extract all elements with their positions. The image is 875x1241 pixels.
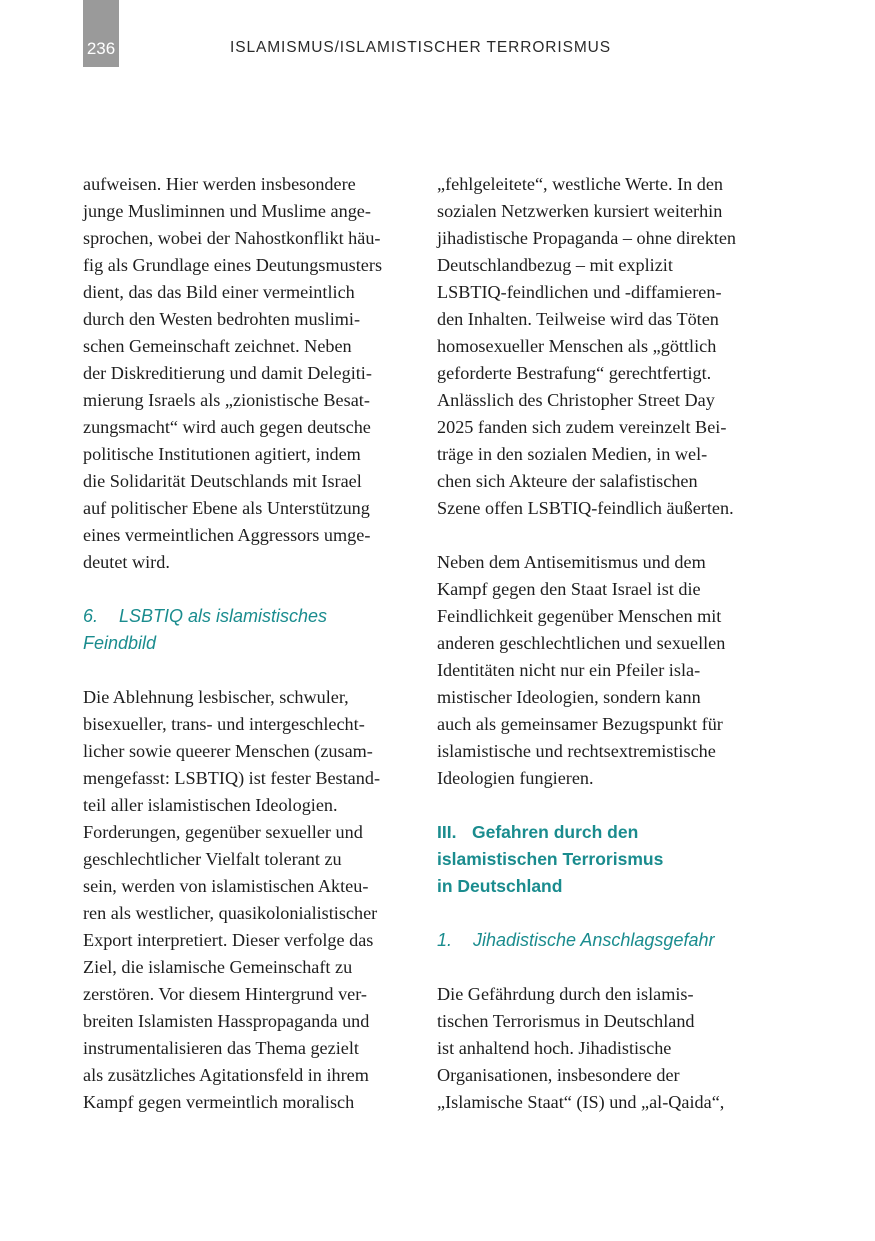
text-line: bisexueller, trans- und intergeschlecht- xyxy=(83,714,365,734)
text-line: träge in den sozialen Medien, in wel- xyxy=(437,444,708,464)
text-line: homosexueller Menschen als „göttlich xyxy=(437,336,717,356)
text-line: Kampf gegen den Staat Israel ist die xyxy=(437,579,701,599)
section-title: Jihadistische Anschlagsgefahr xyxy=(473,930,715,950)
text-line: eines vermeintlichen Aggressors umge- xyxy=(83,525,371,545)
text-line: mistischer Ideologien, sondern kann xyxy=(437,687,701,707)
text-line: zerstören. Vor diesem Hintergrund ver- xyxy=(83,984,367,1004)
section-title-continued: Feindbild xyxy=(83,633,157,653)
text-line: deutet wird. xyxy=(83,552,170,572)
chapter-title-continued: islamistischen Terrorismus xyxy=(437,849,664,869)
chapter-heading-line xyxy=(437,819,762,846)
paragraph-gap xyxy=(437,900,762,927)
paragraph-gap xyxy=(83,657,408,684)
text-line: ist anhaltend hoch. Jihadistische xyxy=(437,1038,672,1058)
text-line: Anlässlich des Christopher Street Day xyxy=(437,390,715,410)
text-line: Kampf gegen vermeintlich moralisch xyxy=(83,1092,355,1112)
text-line: teil aller islamistischen Ideologien. xyxy=(83,795,338,815)
text-line: Ideologien fungieren. xyxy=(437,768,594,788)
text-line: sein, werden von islamistischen Akteu- xyxy=(83,876,369,896)
text-line: Export interpretiert. Dieser verfolge das xyxy=(83,930,374,950)
text-line: Feindlichkeit gegenüber Menschen mit xyxy=(437,606,722,626)
text-line: die Solidarität Deutschlands mit Israel xyxy=(83,471,362,491)
text-line: schen Gemeinschaft zeichnet. Neben xyxy=(83,336,352,356)
section-heading xyxy=(437,927,762,954)
text-line: „fehlgeleitete“, westliche Werte. In den xyxy=(437,174,724,194)
paragraph xyxy=(83,684,408,1116)
text-line: Identitäten nicht nur ein Pfeiler isla- xyxy=(437,660,701,680)
text-line: licher sowie queerer Menschen (zusam- xyxy=(83,741,373,761)
text-line: tischen Terrorismus in Deutschland xyxy=(437,1011,695,1031)
paragraph-gap xyxy=(437,954,762,981)
text-line: Die Gefährdung durch den islamis- xyxy=(437,984,694,1004)
text-line: zungsmacht“ wird auch gegen deutsche xyxy=(83,417,371,437)
text-line: der Diskreditierung und damit Delegiti- xyxy=(83,363,372,383)
chapter-title: Gefahren durch den xyxy=(472,822,639,842)
text-line: ren als westlicher, quasikolonialistischer xyxy=(83,903,378,923)
paragraph xyxy=(83,171,408,576)
text-line: den Inhalten. Teilweise wird das Töten xyxy=(437,309,719,329)
section-number: 6. xyxy=(83,606,99,626)
page-number-tab xyxy=(83,0,119,67)
paragraph-gap xyxy=(83,576,408,603)
text-line: dient, das das Bild einer vermeintlich xyxy=(83,282,355,302)
text-line: sprochen, wobei der Nahostkonflikt häu- xyxy=(83,228,381,248)
page-number: 236 xyxy=(86,39,116,58)
running-header: ISLAMISMUS/ISLAMISTISCHER TERRORISMUS xyxy=(230,39,611,56)
left-column xyxy=(83,171,408,1116)
chapter-number: III. xyxy=(437,822,457,842)
paragraph xyxy=(437,171,762,522)
text-line: LSBTIQ-feindlichen und -diffamieren- xyxy=(437,282,722,302)
text-line: geschlechtlicher Vielfalt tolerant zu xyxy=(83,849,342,869)
text-line: islamistische und rechtsextremistische xyxy=(437,741,716,761)
text-line: als zusätzliches Agitationsfeld in ihrem xyxy=(83,1065,369,1085)
text-line: politische Institutionen agitiert, indem xyxy=(83,444,361,464)
text-line: Organisationen, insbesondere der xyxy=(437,1065,680,1085)
text-line: mierung Israels als „zionistische Besat- xyxy=(83,390,370,410)
text-line: sozialen Netzwerken kursiert weiterhin xyxy=(437,201,723,221)
text-line: Deutschlandbezug – mit explizit xyxy=(437,255,673,275)
text-line: „Islamische Staat“ (IS) und „al-Qaida“, xyxy=(437,1092,725,1112)
text-line: jihadistische Propaganda – ohne direkten xyxy=(437,228,737,248)
text-line: auch als gemeinsamer Bezugspunkt für xyxy=(437,714,723,734)
text-line: geforderte Bestrafung“ gerechtfertigt. xyxy=(437,363,712,383)
text-line: Die Ablehnung lesbischer, schwuler, xyxy=(83,687,349,707)
text-line: 2025 fanden sich zudem vereinzelt Bei- xyxy=(437,417,727,437)
paragraph-gap xyxy=(437,792,762,819)
text-line: breiten Islamisten Hasspropaganda und xyxy=(83,1011,370,1031)
section-heading xyxy=(83,603,408,657)
right-column xyxy=(437,171,762,1116)
text-line: Ziel, die islamische Gemeinschaft zu xyxy=(83,957,353,977)
text-line: Neben dem Antisemitismus und dem xyxy=(437,552,706,572)
paragraph-gap xyxy=(437,522,762,549)
text-line: durch den Westen bedrohten muslimi- xyxy=(83,309,361,329)
chapter-title-continued: in Deutschland xyxy=(437,876,563,896)
section-number: 1. xyxy=(437,930,453,950)
paragraph xyxy=(437,549,762,792)
paragraph xyxy=(437,981,762,1116)
text-line: instrumentalisieren das Thema gezielt xyxy=(83,1038,359,1058)
text-line: fig als Grundlage eines Deutungsmusters xyxy=(83,255,383,275)
section-heading-line xyxy=(83,603,408,630)
section-title: LSBTIQ als islamistisches xyxy=(119,606,328,626)
text-line: aufweisen. Hier werden insbesondere xyxy=(83,174,356,194)
text-line: anderen geschlechtlichen und sexuellen xyxy=(437,633,726,653)
text-line: mengefasst: LSBTIQ) ist fester Bestand- xyxy=(83,768,380,788)
section-heading-line xyxy=(437,927,762,954)
text-line: Szene offen LSBTIQ-feindlich äußerten. xyxy=(437,498,734,518)
text-line: auf politischer Ebene als Unterstützung xyxy=(83,498,370,518)
chapter-heading xyxy=(437,819,762,900)
text-line: junge Musliminnen und Muslime ange- xyxy=(83,201,371,221)
text-line: chen sich Akteure der salafistischen xyxy=(437,471,698,491)
text-line: Forderungen, gegenüber sexueller und xyxy=(83,822,363,842)
